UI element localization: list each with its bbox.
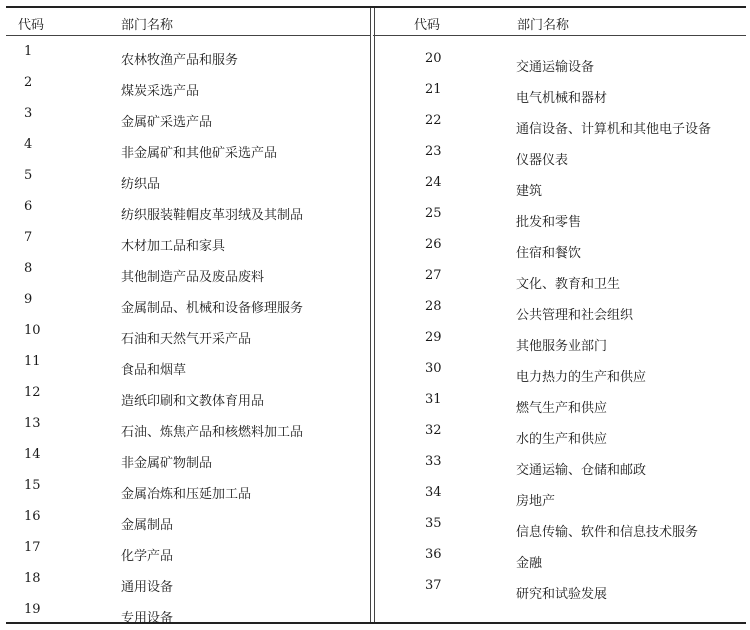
table-row: [373, 542, 746, 573]
table-row: [373, 263, 746, 294]
table-row: [6, 225, 370, 256]
table-row: [373, 480, 746, 511]
sector-code: 10: [24, 323, 41, 338]
table-row: [6, 318, 370, 349]
sector-name: 建筑: [516, 184, 543, 199]
table-row: [373, 294, 746, 325]
sector-name: 非金属矿物制品: [121, 456, 213, 471]
sector-code: 13: [24, 416, 41, 431]
sector-code: 21: [425, 82, 442, 97]
column-divider: [370, 8, 371, 622]
sector-name: 通信设备、计算机和其他电子设备: [516, 122, 712, 137]
sector-name: 批发和零售: [516, 215, 582, 230]
sector-name: 文化、教育和卫生: [516, 277, 621, 292]
sector-name: 交通运输设备: [516, 60, 595, 75]
sector-name: 交通运输、仓储和邮政: [516, 463, 647, 478]
sector-name: 专用设备: [121, 611, 174, 626]
sector-name: 水的生产和供应: [516, 432, 608, 447]
sector-code: 36: [425, 547, 442, 562]
sector-code: 12: [24, 385, 41, 400]
sector-code: 22: [425, 113, 442, 128]
sector-name: 纺织品: [121, 177, 161, 192]
table-body-left: [6, 39, 370, 628]
header-code: 代码: [414, 18, 441, 33]
sector-code: 11: [24, 354, 41, 369]
sector-name: 仪器仪表: [516, 153, 569, 168]
table-row: [6, 411, 370, 442]
sector-code: 19: [24, 602, 41, 617]
sector-code: 7: [24, 230, 33, 245]
sector-name: 住宿和餐饮: [516, 246, 582, 261]
table-row: [373, 387, 746, 418]
sector-code: 29: [425, 330, 442, 345]
table-left-panel: [6, 8, 370, 626]
header-code: 代码: [18, 18, 45, 33]
sector-name: 农林牧渔产品和服务: [121, 53, 239, 68]
sector-code: 5: [24, 168, 33, 183]
sector-name: 金属制品: [121, 518, 174, 533]
table-row: [373, 325, 746, 356]
sector-name: 食品和烟草: [121, 363, 187, 378]
table-row: [6, 349, 370, 380]
header-name: 部门名称: [121, 18, 174, 33]
sector-code: 20: [425, 51, 442, 66]
sector-code: 9: [24, 292, 33, 307]
table-row: [373, 232, 746, 263]
sector-name: 研究和试验发展: [516, 587, 608, 602]
sector-name: 煤炭采选产品: [121, 84, 200, 99]
table-row: [373, 77, 746, 108]
table-row: [373, 449, 746, 480]
sector-name: 木材加工品和家具: [121, 239, 226, 254]
sector-code: 18: [24, 571, 41, 586]
sector-name: 电力热力的生产和供应: [516, 370, 647, 385]
table-row: [373, 356, 746, 387]
sector-code: 27: [425, 268, 442, 283]
table-row: [6, 70, 370, 101]
sector-name: 金属冶炼和压延加工品: [121, 487, 252, 502]
sector-name: 电气机械和器材: [516, 91, 608, 106]
sector-code: 33: [425, 454, 442, 469]
sector-code: 15: [24, 478, 41, 493]
header-name: 部门名称: [517, 18, 570, 33]
sector-code: 3: [24, 106, 33, 121]
sector-code: 24: [425, 175, 442, 190]
table-row: [6, 442, 370, 473]
table-row: [6, 597, 370, 628]
table-header-left: [6, 8, 370, 36]
table-row: [373, 418, 746, 449]
sector-name: 石油和天然气开采产品: [121, 332, 252, 347]
sector-code: 28: [425, 299, 442, 314]
table-row: [6, 256, 370, 287]
table-row: [373, 573, 746, 604]
table-row: [6, 39, 370, 70]
sector-name: 金属制品、机械和设备修理服务: [121, 301, 304, 316]
sector-name: 金属矿采选产品: [121, 115, 213, 130]
sector-name: 非金属矿和其他矿采选产品: [121, 146, 278, 161]
sector-name: 其他服务业部门: [516, 339, 608, 354]
sector-name: 燃气生产和供应: [516, 401, 608, 416]
sector-code: 4: [24, 137, 33, 152]
sector-code: 25: [425, 206, 442, 221]
sector-code: 14: [24, 447, 41, 462]
table-row: [373, 46, 746, 77]
sector-code: 31: [425, 392, 442, 407]
table-row: [6, 101, 370, 132]
sector-code: 17: [24, 540, 41, 555]
sector-name: 造纸印刷和文教体育用品: [121, 394, 265, 409]
sector-name: 信息传输、软件和信息技术服务: [516, 525, 699, 540]
sector-code: 32: [425, 423, 442, 438]
table-row: [6, 287, 370, 318]
table-row: [6, 132, 370, 163]
sector-code: 26: [425, 237, 442, 252]
sector-code: 23: [425, 144, 442, 159]
sector-code: 34: [425, 485, 442, 500]
sector-name: 公共管理和社会组织: [516, 308, 634, 323]
sector-code: 16: [24, 509, 41, 524]
sector-code-table: [6, 6, 746, 624]
table-row: [373, 170, 746, 201]
sector-name: 金融: [516, 556, 543, 571]
table-row: [6, 535, 370, 566]
sector-name: 化学产品: [121, 549, 174, 564]
sector-code: 2: [24, 75, 33, 90]
table-row: [373, 139, 746, 170]
sector-code: 30: [425, 361, 442, 376]
table-header-right: [373, 8, 746, 36]
sector-code: 35: [425, 516, 442, 531]
sector-name: 通用设备: [121, 580, 174, 595]
table-row: [6, 473, 370, 504]
table-row: [6, 504, 370, 535]
sector-name: 纺织服装鞋帽皮革羽绒及其制品: [121, 208, 304, 223]
table-body-right: [373, 46, 746, 604]
table-row: [373, 108, 746, 139]
sector-code: 8: [24, 261, 33, 276]
table-row: [373, 201, 746, 232]
table-row: [6, 566, 370, 597]
table-row: [6, 194, 370, 225]
sector-code: 1: [24, 44, 33, 59]
sector-name: 其他制造产品及废品废料: [121, 270, 265, 285]
table-row: [6, 163, 370, 194]
table-row: [373, 511, 746, 542]
table-row: [6, 380, 370, 411]
sector-name: 石油、炼焦产品和核燃料加工品: [121, 425, 304, 440]
table-right-panel: [373, 8, 746, 622]
sector-code: 6: [24, 199, 33, 214]
sector-code: 37: [425, 578, 442, 593]
sector-name: 房地产: [516, 494, 556, 509]
